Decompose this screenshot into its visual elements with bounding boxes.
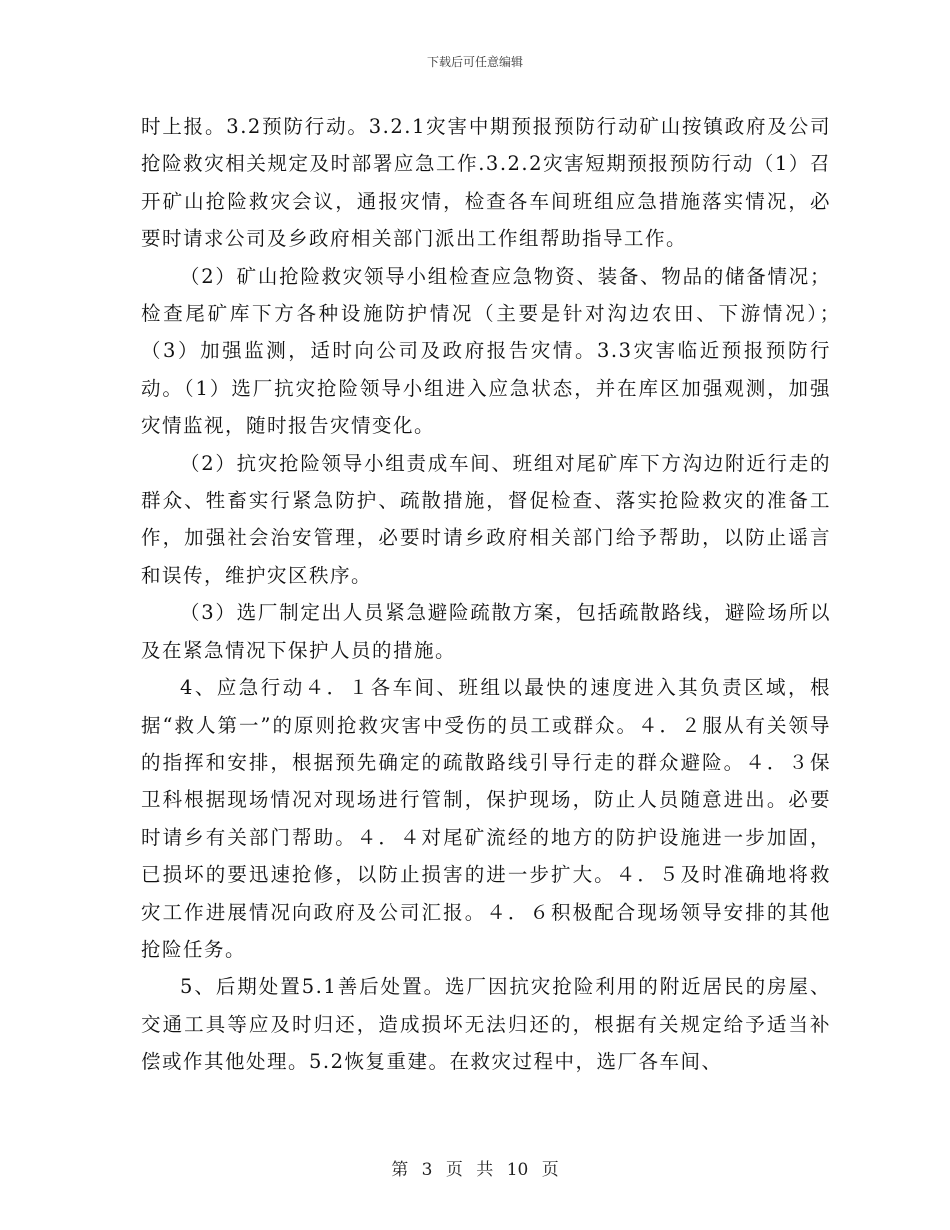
footer-total-prefix: 共	[476, 1160, 494, 1180]
paragraph: （2）抗灾抢险领导小组责成车间、班组对尾矿库下方沟边附近行走的群众、牲畜实行紧急防护、疏散措施，督促检查、落实抢险救灾的准备工作，加强社会治安管理，必要时请乡政府相关部门给予帮助，以防止谣言和误传，维护灾区秩序。	[141, 451, 831, 587]
paragraph: 4、应急行动４．１各车间、班组以最快的速度进入其负责区域，根据“救人第一”的原则抢救灾害中受伤的员工或群众。４．２服从有关领导的指挥和安排，根据预先确定的疏散路线引导行走的群众避险。４．３保卫科根据现场情况对现场进行管制，保护现场，防止人员随意进出。必要时请乡有关部门帮助。４．４对尾矿流经的地方的防护设施进一步加固，已损坏的要迅速抢修，以防止损害的进一步扩大。４．５及时准确地将救灾工作进展情况向政府及公司汇报。４．６积极配合现场领导安排的其他抢险任务。	[141, 676, 831, 961]
total-pages-number: 10	[506, 1160, 529, 1180]
footer-total-label: 页	[541, 1160, 559, 1180]
paragraph: （3）选厂制定出人员紧急避险疏散方案，包括疏散路线，避险场所以及在紧急情况下保护人员的措施。	[141, 601, 831, 662]
document-body	[141, 108, 853, 1081]
footer-page-label: 页	[445, 1160, 463, 1180]
paragraph: 5、后期处置5.1善后处置。选厂因抗灾抢险利用的附近居民的房屋、交通工具等应及时归还，造成损坏无法归还的，根据有关规定给予适当补偿或作其他处理。5.2恢复重建。在救灾过程中，选厂各车间、	[141, 975, 831, 1074]
page-footer	[0, 1155, 950, 1180]
current-page-number: 3	[421, 1160, 433, 1180]
footer-prefix: 第	[391, 1160, 409, 1180]
page-header: 下载后可任意编辑	[426, 55, 523, 69]
paragraph: 时上报。3.2预防行动。3.2.1灾害中期预报预防行动矿山按镇政府及公司抢险救灾相关规定及时部署应急工作.3.2.2灾害短期预报预防行动（1）召开矿山抢险救灾会议，通报灾情，检查各车间班组应急措施落实情况，必要时请求公司及乡政府相关部门派出工作组帮助指导工作。	[141, 115, 831, 251]
paragraph: （2）矿山抢险救灾领导小组检查应急物资、装备、物品的储备情况；检查尾矿库下方各种设施防护情况（主要是针对沟边农田、下游情况）； （3）加强监测，适时向公司及政府报告灾情。3.3灾害临近预报预防行动。（1）选厂抗灾抢险领导小组进入应急状态，并在库区加强观测，加强灾情监视，随时报告灾情变化。	[141, 264, 853, 438]
